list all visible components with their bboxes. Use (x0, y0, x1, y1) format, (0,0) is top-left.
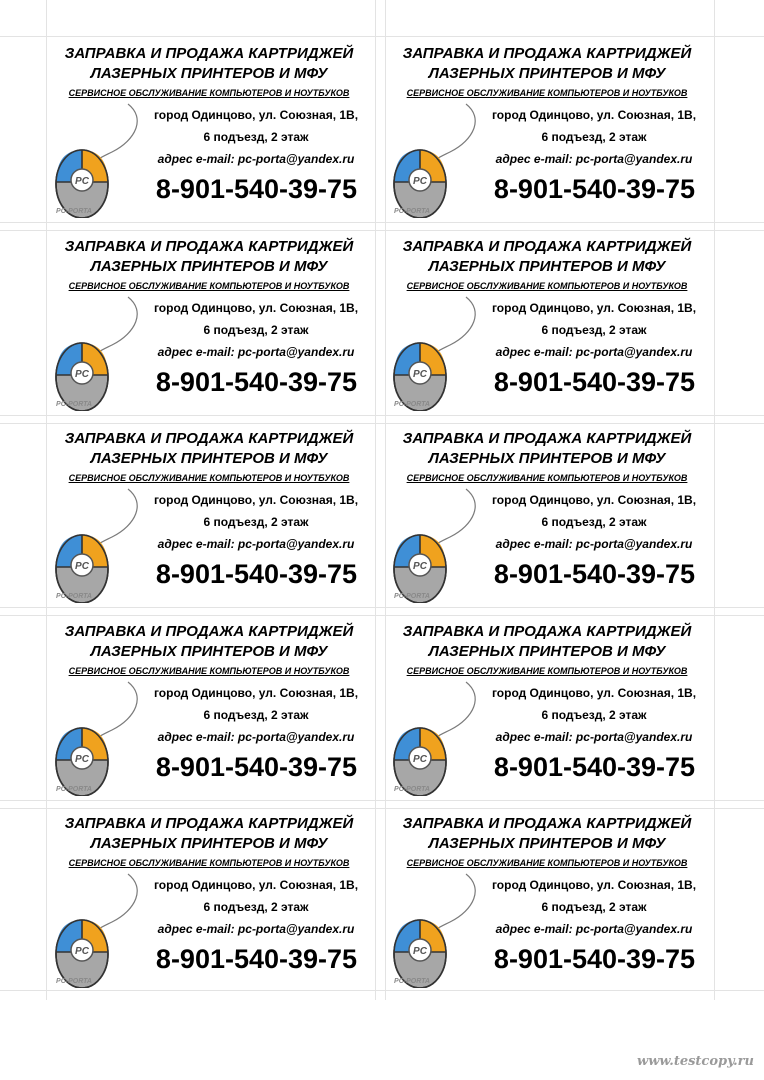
logo-caption: PC-PORTA (394, 208, 430, 215)
logo-caption: PC-PORTA (56, 978, 92, 985)
logo-mark-text: PC (413, 176, 427, 187)
card-title-line1: ЗАПРАВКА И ПРОДАЖА КАРТРИДЖЕЙ (402, 623, 692, 640)
logo-mark-text: PC (75, 561, 89, 572)
address-line1: город Одинцово, ул. Союзная, 1В, (153, 301, 359, 315)
business-card (44, 614, 374, 802)
logo-caption: PC-PORTA (394, 401, 430, 408)
email-address: адрес e-mail: pc-porta@yandex.ru (495, 345, 693, 359)
address-line2: 6 подъезд, 2 этаж (203, 130, 309, 144)
card-title-line2: ЛАЗЕРНЫХ ПРИНТЕРОВ И МФУ (428, 65, 666, 82)
card-subtitle: СЕРВИСНОЕ ОБСЛУЖИВАНИЕ КОМПЬЮТЕРОВ И НОУТБУКОВ (68, 473, 350, 483)
address-line1: город Одинцово, ул. Союзная, 1В, (491, 301, 697, 315)
card-title-line2: ЛАЗЕРНЫХ ПРИНТЕРОВ И МФУ (90, 65, 328, 82)
address-line2: 6 подъезд, 2 этаж (541, 515, 647, 529)
cut-guide-middle-left (375, 0, 376, 1000)
phone-number: 8-901-540-39-75 (155, 174, 358, 204)
card-title-line2: ЛАЗЕРНЫХ ПРИНТЕРОВ И МФУ (90, 835, 328, 852)
email-address: адрес e-mail: pc-porta@yandex.ru (157, 537, 355, 551)
card-title-line2: ЛАЗЕРНЫХ ПРИНТЕРОВ И МФУ (428, 258, 666, 275)
logo-caption: PC-PORTA (56, 593, 92, 600)
cut-guide-right (714, 0, 715, 1000)
email-address: адрес e-mail: pc-porta@yandex.ru (157, 922, 355, 936)
card-subtitle: СЕРВИСНОЕ ОБСЛУЖИВАНИЕ КОМПЬЮТЕРОВ И НОУТБУКОВ (68, 666, 350, 676)
address-line1: город Одинцово, ул. Союзная, 1В, (153, 493, 359, 507)
card-subtitle: СЕРВИСНОЕ ОБСЛУЖИВАНИЕ КОМПЬЮТЕРОВ И НОУТБУКОВ (406, 473, 688, 483)
logo-caption: PC-PORTA (394, 978, 430, 985)
card-subtitle: СЕРВИСНОЕ ОБСЛУЖИВАНИЕ КОМПЬЮТЕРОВ И НОУТБУКОВ (406, 281, 688, 291)
address-line2: 6 подъезд, 2 этаж (541, 323, 647, 337)
card-title-line1: ЗАПРАВКА И ПРОДАЖА КАРТРИДЖЕЙ (64, 430, 354, 447)
computer-mouse-logo-icon (388, 678, 478, 796)
logo-mark-text: PC (75, 754, 89, 765)
logo-mark-text: PC (75, 369, 89, 380)
business-card (44, 421, 374, 609)
business-card (44, 36, 374, 224)
logo-mark-text: PC (413, 561, 427, 572)
address-line1: город Одинцово, ул. Союзная, 1В, (153, 686, 359, 700)
address-line2: 6 подъезд, 2 этаж (203, 515, 309, 529)
business-card (382, 36, 712, 224)
logo-mark-text: PC (413, 946, 427, 957)
email-address: адрес e-mail: pc-porta@yandex.ru (495, 922, 693, 936)
address-line1: город Одинцово, ул. Союзная, 1В, (491, 108, 697, 122)
business-card (382, 421, 712, 609)
logo-caption: PC-PORTA (394, 593, 430, 600)
logo-mark-text: PC (75, 946, 89, 957)
business-card (382, 806, 712, 994)
phone-number: 8-901-540-39-75 (493, 752, 696, 782)
logo-caption: PC-PORTA (56, 208, 92, 215)
logo-mark-text: PC (413, 369, 427, 380)
email-address: адрес e-mail: pc-porta@yandex.ru (495, 152, 693, 166)
phone-number: 8-901-540-39-75 (155, 559, 358, 589)
logo-mark-text: PC (413, 754, 427, 765)
business-card (44, 806, 374, 994)
business-card (44, 229, 374, 417)
address-line2: 6 подъезд, 2 этаж (203, 708, 309, 722)
card-subtitle: СЕРВИСНОЕ ОБСЛУЖИВАНИЕ КОМПЬЮТЕРОВ И НОУТБУКОВ (68, 88, 350, 98)
card-subtitle: СЕРВИСНОЕ ОБСЛУЖИВАНИЕ КОМПЬЮТЕРОВ И НОУТБУКОВ (406, 88, 688, 98)
card-title-line1: ЗАПРАВКА И ПРОДАЖА КАРТРИДЖЕЙ (64, 45, 354, 62)
email-address: адрес e-mail: pc-porta@yandex.ru (157, 345, 355, 359)
computer-mouse-logo-icon (388, 870, 478, 988)
computer-mouse-logo-icon (50, 485, 140, 603)
email-address: адрес e-mail: pc-porta@yandex.ru (157, 730, 355, 744)
email-address: адрес e-mail: pc-porta@yandex.ru (157, 152, 355, 166)
card-title-line2: ЛАЗЕРНЫХ ПРИНТЕРОВ И МФУ (428, 643, 666, 660)
phone-number: 8-901-540-39-75 (493, 559, 696, 589)
email-address: адрес e-mail: pc-porta@yandex.ru (495, 537, 693, 551)
watermark: www.testcopy.ru (637, 1054, 754, 1069)
address-line1: город Одинцово, ул. Союзная, 1В, (153, 878, 359, 892)
card-title-line1: ЗАПРАВКА И ПРОДАЖА КАРТРИДЖЕЙ (402, 815, 692, 832)
address-line2: 6 подъезд, 2 этаж (203, 900, 309, 914)
address-line1: город Одинцово, ул. Союзная, 1В, (491, 493, 697, 507)
phone-number: 8-901-540-39-75 (155, 752, 358, 782)
card-title-line1: ЗАПРАВКА И ПРОДАЖА КАРТРИДЖЕЙ (402, 430, 692, 447)
logo-caption: PC-PORTA (56, 786, 92, 793)
business-card (382, 614, 712, 802)
card-title-line2: ЛАЗЕРНЫХ ПРИНТЕРОВ И МФУ (428, 450, 666, 467)
card-title-line1: ЗАПРАВКА И ПРОДАЖА КАРТРИДЖЕЙ (64, 815, 354, 832)
card-title-line2: ЛАЗЕРНЫХ ПРИНТЕРОВ И МФУ (90, 258, 328, 275)
logo-caption: PC-PORTA (56, 401, 92, 408)
computer-mouse-logo-icon (50, 293, 140, 411)
business-card (382, 229, 712, 417)
address-line2: 6 подъезд, 2 этаж (541, 900, 647, 914)
card-subtitle: СЕРВИСНОЕ ОБСЛУЖИВАНИЕ КОМПЬЮТЕРОВ И НОУТБУКОВ (68, 858, 350, 868)
card-title-line2: ЛАЗЕРНЫХ ПРИНТЕРОВ И МФУ (428, 835, 666, 852)
address-line1: город Одинцово, ул. Союзная, 1В, (491, 686, 697, 700)
computer-mouse-logo-icon (388, 100, 478, 218)
logo-caption: PC-PORTA (394, 786, 430, 793)
computer-mouse-logo-icon (388, 293, 478, 411)
phone-number: 8-901-540-39-75 (155, 944, 358, 974)
address-line2: 6 подъезд, 2 этаж (541, 130, 647, 144)
address-line2: 6 подъезд, 2 этаж (541, 708, 647, 722)
computer-mouse-logo-icon (50, 870, 140, 988)
card-subtitle: СЕРВИСНОЕ ОБСЛУЖИВАНИЕ КОМПЬЮТЕРОВ И НОУТБУКОВ (68, 281, 350, 291)
card-subtitle: СЕРВИСНОЕ ОБСЛУЖИВАНИЕ КОМПЬЮТЕРОВ И НОУТБУКОВ (406, 666, 688, 676)
computer-mouse-logo-icon (50, 100, 140, 218)
phone-number: 8-901-540-39-75 (493, 174, 696, 204)
card-title-line1: ЗАПРАВКА И ПРОДАЖА КАРТРИДЖЕЙ (402, 238, 692, 255)
card-title-line1: ЗАПРАВКА И ПРОДАЖА КАРТРИДЖЕЙ (64, 623, 354, 640)
phone-number: 8-901-540-39-75 (155, 367, 358, 397)
card-title-line2: ЛАЗЕРНЫХ ПРИНТЕРОВ И МФУ (90, 450, 328, 467)
computer-mouse-logo-icon (50, 678, 140, 796)
card-title-line1: ЗАПРАВКА И ПРОДАЖА КАРТРИДЖЕЙ (64, 238, 354, 255)
phone-number: 8-901-540-39-75 (493, 367, 696, 397)
card-title-line1: ЗАПРАВКА И ПРОДАЖА КАРТРИДЖЕЙ (402, 45, 692, 62)
logo-mark-text: PC (75, 176, 89, 187)
email-address: адрес e-mail: pc-porta@yandex.ru (495, 730, 693, 744)
card-subtitle: СЕРВИСНОЕ ОБСЛУЖИВАНИЕ КОМПЬЮТЕРОВ И НОУТБУКОВ (406, 858, 688, 868)
address-line2: 6 подъезд, 2 этаж (203, 323, 309, 337)
address-line1: город Одинцово, ул. Союзная, 1В, (153, 108, 359, 122)
phone-number: 8-901-540-39-75 (493, 944, 696, 974)
computer-mouse-logo-icon (388, 485, 478, 603)
card-title-line2: ЛАЗЕРНЫХ ПРИНТЕРОВ И МФУ (90, 643, 328, 660)
address-line1: город Одинцово, ул. Союзная, 1В, (491, 878, 697, 892)
